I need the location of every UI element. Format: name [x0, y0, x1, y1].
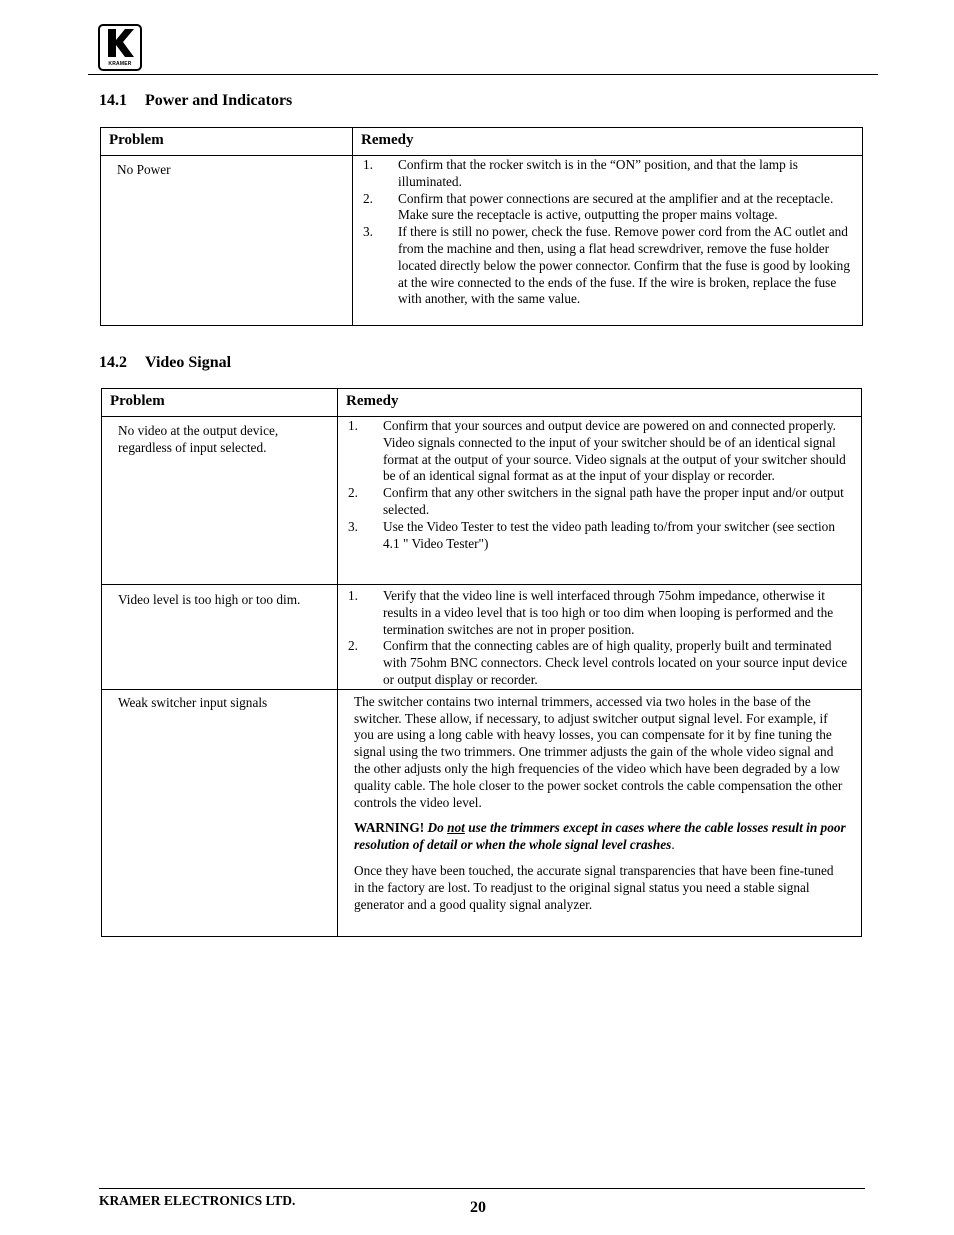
footer-divider — [99, 1188, 865, 1189]
remedy-cell — [338, 585, 862, 690]
remedy-cell — [338, 417, 862, 585]
calibration-note: Once they have been touched, the accurate signal transparencies that have been fine-tuned in the factory are lost. To readjust to the original signal status you need a stable signal generator and a good quality signal analyzer. — [354, 862, 834, 912]
remedy-step — [363, 224, 854, 308]
logo-text: KRAMER — [108, 61, 132, 67]
table-row — [102, 689, 862, 936]
step-number: 1. — [363, 157, 373, 172]
step-text: If there is still no power, check the fuse. Remove power cord from the AC outlet and from the machine and then, using a flat head screwdriver, remove the fuse holder located directly below the power connector. Confirm that the fuse is good by looking at the wire connected to the ends of the fuse. If the wire is broken, replace the fuse with another, with the same value. — [398, 224, 850, 307]
table-header-row — [101, 128, 863, 156]
step-text: Confirm that power connections are secured at the amplifier and at the receptacle. Make sure the receptacle is active, outputting the proper mains voltage. — [398, 190, 834, 223]
video-troubleshooting-table — [101, 388, 862, 937]
column-header-problem: Problem — [102, 389, 338, 417]
kramer-logo — [98, 24, 142, 71]
table-header-row — [102, 389, 862, 417]
remedy-step — [348, 638, 853, 688]
header-divider — [88, 74, 878, 75]
step-number: 1. — [348, 588, 358, 603]
column-header-problem: Problem — [101, 128, 353, 156]
remedy-list — [363, 157, 854, 308]
remedy-step — [348, 485, 853, 519]
section-title: Power and Indicators — [145, 92, 293, 109]
warning-rest: use the trimmers except in cases where the cable losses result in poor resolution of detail or when the whole signal level crashes — [354, 820, 846, 853]
remedy-step — [348, 418, 853, 485]
problem-cell: Weak switcher input signals — [102, 689, 338, 936]
remedy-list — [348, 588, 853, 689]
table-row — [101, 156, 863, 326]
section-number: 14.1 — [99, 92, 127, 109]
remedy-step — [348, 588, 853, 638]
kramer-k-logo-icon — [103, 28, 137, 58]
section-number: 14.2 — [99, 354, 127, 371]
problem-cell: Video level is too high or too dim. — [102, 585, 338, 690]
remedy-list — [348, 418, 853, 552]
problem-cell: No Power — [101, 156, 353, 326]
remedy-step — [363, 157, 854, 191]
step-text: Confirm that the rocker switch is in the “ON” position, and that the lamp is illuminated. — [398, 157, 798, 189]
remedy-step — [348, 519, 853, 553]
step-text: Confirm that the connecting cables are of high quality, properly built and terminated with 75ohm BNC connectors. Check level controls located on your source input device or output display or recorder. — [383, 638, 848, 687]
problem-cell: No video at the output device, regardless of input selected. — [102, 417, 338, 585]
remedy-cell — [338, 689, 862, 936]
step-text: Confirm that your sources and output device are powered on and connected properly. Video signals connected to the input of your switcher should be of an identical signal format at the output of your source. Video signals at the output of your switcher should be of an identical signal format as at the input of your display or recorder. — [383, 418, 846, 484]
warning-end: . — [671, 837, 675, 853]
column-header-remedy: Remedy — [338, 389, 862, 417]
page-number: 20 — [470, 1199, 486, 1216]
column-header-remedy: Remedy — [353, 128, 863, 156]
section-title: Video Signal — [145, 354, 232, 371]
footer-company-name: KRAMER ELECTRONICS LTD. — [99, 1193, 296, 1208]
table-row — [102, 417, 862, 585]
step-number: 2. — [363, 190, 373, 206]
trimmer-description: The switcher contains two internal trimmers, accessed via two holes in the base of the switcher. These allow, if necessary, to adjust switcher output signal level. For example, if you are using a long cable with heavy losses, you can compensate for it by fine tuning the signal using the two trimmers. One trimmer adjusts the gain of the whole video signal and the other adjusts only the high frequencies of the video which have been degraded by a low quality cable. The hole closer to the power socket controls the cable compensation the other controls the video level. — [354, 693, 843, 810]
remedy-step — [363, 191, 854, 225]
step-number: 2. — [348, 485, 358, 501]
warning-note — [354, 820, 847, 854]
step-text: Confirm that any other switchers in the signal path have the proper input and/or output selected. — [383, 485, 844, 517]
step-number: 3. — [348, 518, 358, 534]
table-row — [102, 585, 862, 690]
step-number: 1. — [348, 418, 358, 433]
step-number: 3. — [363, 224, 373, 240]
warning-do: Do — [427, 820, 444, 836]
warning-label: WARNING! — [354, 820, 425, 836]
power-troubleshooting-table — [100, 127, 863, 326]
remedy-cell — [353, 156, 863, 326]
step-text: Verify that the video line is well interfaced through 75ohm impedance, otherwise it results in a video level that is too high or too dim when looping is performed and the termination switches are not in proper position. — [383, 588, 834, 637]
step-number: 2. — [348, 638, 358, 654]
section-heading-power — [99, 92, 292, 110]
step-text: Use the Video Tester to test the video path leading to/from your switcher (see section 4.1 " Video Tester") — [383, 518, 835, 551]
warning-text — [354, 820, 846, 852]
warning-not: not — [447, 820, 465, 836]
section-heading-video — [99, 354, 231, 372]
